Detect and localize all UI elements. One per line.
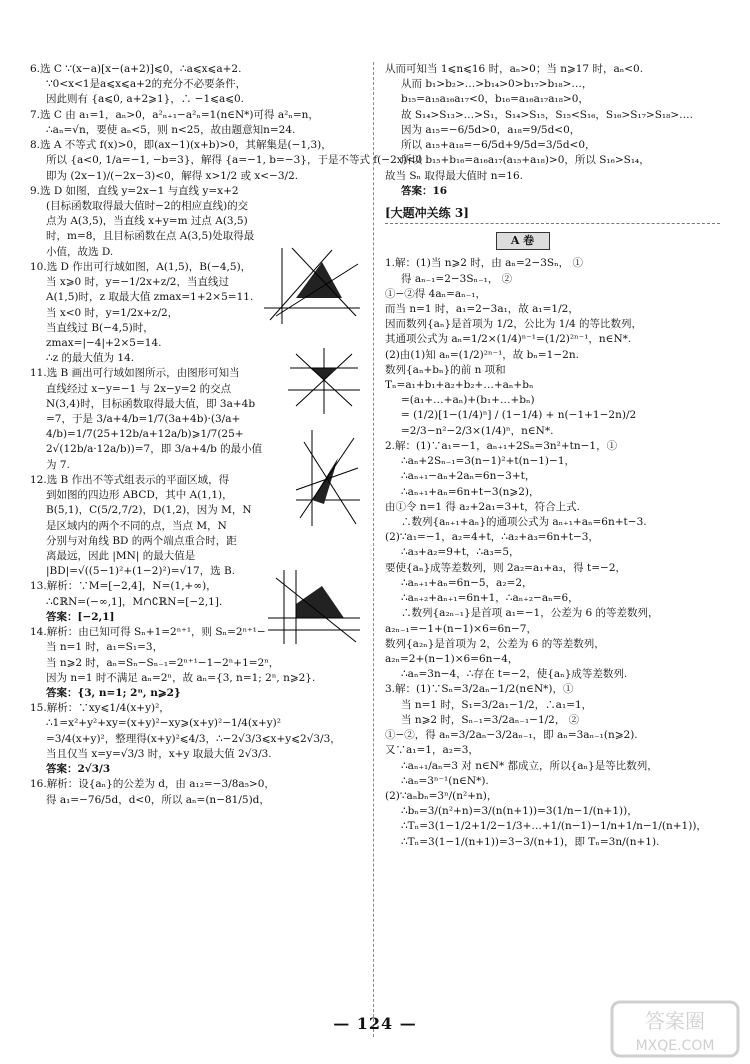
right-line: ∴Tₙ=3(1−1/2+1/2−1/3+…+1/(n−1)−1/n+1/n−1/(n+1))， <box>401 820 707 833</box>
right-line: ∴aₙ=3ⁿ⁻¹(n∈N*). <box>401 774 489 787</box>
left-line: =7，于是 3/a+4/b=1/7(3a+4b)·(3/a+ <box>46 413 241 426</box>
right-line: ∴aₙ+2Sₙ₋₁=3(n−1)²+t(n−1)−1， <box>401 455 575 468</box>
right-line: 而当 n=1 时，a₁=2−3a₁，故 a₁=1/2， <box>385 302 579 315</box>
right-line: =2/3−n²−2/3×(1/4)ⁿ，n∈N*. <box>401 424 554 437</box>
left-line: =3/4(x+y)²，整理得(x+y)²⩽4/3，∴−2√3/3⩽x+y⩽2√3/3， <box>46 732 341 745</box>
right-line: 从而 b₁>b₂>…>b₁₄>0>b₁₇>b₁₈>…， <box>401 78 593 91</box>
left-line: 13.解析：∵M=[−2,4]，N=(1,+∞)， <box>30 580 217 593</box>
left-line: |BD|=√((5−1)²+(1−2)²)=√17，选 B. <box>46 565 236 578</box>
right-line: 故当 Sₙ 取得最大值时 n=16. <box>385 169 524 182</box>
right-line: 又∵a₁=1，a₂=3， <box>385 744 479 757</box>
right-line: ∴a₃+a₂=9+t，∴a₃=5， <box>401 546 520 559</box>
left-line: 点为 A(3,5)，当直线 x+y=m 过点 A(3,5) <box>46 215 248 228</box>
left-line: ∴∁ℝN=(−∞,1]，M∩∁ℝN=[−2,1]. <box>46 595 223 608</box>
left-line: 当且仅当 x=y=√3/3 时，x+y 取最大值 2√3/3. <box>46 747 272 760</box>
left-line: 答案：{3, n=1; 2ⁿ, n⩾2} <box>46 686 181 699</box>
right-line: a₂ₙ=2+(n−1)×6=6n−4， <box>385 652 519 665</box>
left-line: 当 n⩾2 时，aₙ=Sₙ−Sₙ₋₁=2ⁿ⁺¹−1−2ⁿ+1=2ⁿ， <box>46 656 280 669</box>
graph-11-figure <box>294 428 362 528</box>
left-line: B(5,1)，C(5/2,7/2)，D(1,2)，因为 M，N <box>46 504 252 517</box>
left-line: 答案：2√3/3 <box>46 763 111 776</box>
right-line: 从而可知当 1⩽n⩽16 时，aₙ>0；当 n⩾17 时，aₙ<0. <box>385 63 644 75</box>
section-heading: [大题冲关练 3] <box>385 205 720 224</box>
left-line: 当 x⩾0 时，y=−1/2x+z/2，当直线过 <box>46 276 229 289</box>
left-line: ∵0<x<1是a⩽x⩽a+2的充分不必要条件， <box>46 78 247 91</box>
right-line: ①−②得 4aₙ=aₙ₋₁， <box>385 287 486 300</box>
right-line: ∴aₙ=3n−4，∴存在 t=−2，使{aₙ}成等差数列. <box>401 668 628 681</box>
watermark-logo <box>610 998 740 1060</box>
left-line: 6.选 C ∵(x−a)[x−(a+2)]⩽0，∴a⩽x⩽a+2. <box>30 63 242 75</box>
right-line: 当 n=1 时，S₁=3/2a₁−1/2，∴a₁=1， <box>401 698 593 711</box>
right-line: (2)∵a₁=−1，a₂=4+t，∴a₂+a₃=6n+t−3， <box>385 531 599 544</box>
right-line: ∴aₙ₊₁+aₙ=6n+t−3(n⩾2)， <box>401 485 540 498</box>
left-line: 7.选 C 由 a₁=1，aₙ>0，a²ₙ₊₁−a²ₙ=1(n∈N*)可得 a²ₙ=n， <box>30 108 319 121</box>
left-line: 直线经过 x−y=−1 与 2x−y=2 的交点 <box>46 382 232 395</box>
left-line: 2√(12b/a·12a/b))=7，即 3/a+4/b 的最小值 <box>46 443 263 456</box>
volume-badge: A 卷 <box>496 232 550 250</box>
left-line: 时，m=8，且目标函数在点 A(3,5)处取得最 <box>46 230 255 243</box>
left-line: 4/b)=1/7(25+12b/a+12a/b)⩾1/7(25+ <box>46 428 244 441</box>
left-line: ∴aₙ=√n，要使 aₙ<5，则 n<25，故由题意知n=24. <box>46 123 296 136</box>
right-line: ∴数列{a₂ₙ₋₁}是首项 a₁=−1，公差为 6 的等差数列， <box>401 607 659 620</box>
left-line: ∴1=x²+y²+xy=(x+y)²−xy⩾(x+y)²−1/4(x+y)² <box>46 717 281 730</box>
right-line: Tₙ=a₁+b₁+a₂+b₂+…+aₙ+bₙ <box>385 379 534 392</box>
right-line: ①−②，得 aₙ=3/2aₙ−3/2aₙ₋₁，即 aₙ=3aₙ₋₁(n⩾2). <box>385 729 638 742</box>
right-column <box>385 62 720 850</box>
svg-text:MXQE.COM: MXQE.COM <box>635 1038 715 1054</box>
right-line: 所以 b₁₅+b₁₆=a₁₆a₁₇(a₁₅+a₁₈)>0，所以 S₁₆>S₁₄， <box>401 154 650 167</box>
right-line: 其通项公式为 aₙ=1/2×(1/4)ⁿ⁻¹=(1/2)²ⁿ⁻¹，n∈N*. <box>385 333 632 346</box>
left-line: N(3,4)时，目标函数取得最大值，即 3a+4b <box>46 397 256 410</box>
left-line: 离最远，因此 |MN| 的最大值是 <box>46 550 196 562</box>
left-line: 当 n=1 时，a₁=S₁=3， <box>46 641 164 654</box>
right-line: ∴bₙ=3/(n²+n)=3/(n(n+1))=3(1/n−1/(n+1))， <box>401 805 638 818</box>
right-line: 答案：16 <box>401 184 448 197</box>
graph-10-figure <box>286 346 362 416</box>
left-line: zmax=|−4|+2×5=14. <box>46 336 162 349</box>
right-line: 3.解：(1)∵Sₙ=3/2aₙ−1/2(n∈N*)，① <box>385 683 574 696</box>
column-divider <box>373 62 374 1037</box>
left-line: 因此则有 {a⩽0, a+2⩾1}，∴ −1⩽a⩽0. <box>46 93 245 106</box>
right-line: ∴aₙ₊₂+aₙ₊₁=6n+1，∴aₙ₊₂−aₙ=6， <box>401 592 579 605</box>
left-line: 8.选 A 不等式 f(x)>0，即(ax−1)(x+b)>0，其解集是(−1,3)， <box>30 139 332 152</box>
right-line: (2)由(1)知 aₙ=(1/2)²ⁿ⁻¹，故 bₙ=1−2n. <box>385 348 579 361</box>
right-line: = (1/2)[1−(1/4)ⁿ] / (1−1/4) + n(−1+1−2n)/2 <box>401 409 637 422</box>
right-line: 因而数列{aₙ}是首项为 1/2，公比为 1/4 的等比数列， <box>385 318 642 331</box>
right-line: 得 aₙ₋₁=2−3Sₙ₋₁， ② <box>401 272 513 285</box>
page-number: — 124 — <box>333 1014 417 1033</box>
left-line: 所以 {a<0, 1/a=−1, −b=3}，解得 {a=−1, b=−3}，于是不等式 f(−2x)<0 <box>46 154 423 167</box>
left-line: 10.选 D 作出可行域如图，A(1,5)，B(−4,5)， <box>30 260 252 273</box>
graph-12-figure <box>266 568 362 646</box>
right-line: b₁₅=a₁₅a₁₆a₁₇<0，b₁₆=a₁₆a₁₇a₁₈>0， <box>401 93 589 106</box>
left-line: 11.选 B 画出可行域如图所示，由图形可知当 <box>30 367 240 380</box>
left-line: 是区域内的两个不同的点，当点 M，N <box>46 519 227 532</box>
right-line: 数列{a₂ₙ}是首项为 2，公差为 6 的等差数列， <box>385 637 605 650</box>
right-line: 所以 a₁₅+a₁₈=−6/5d+9/5d=3/5d<0， <box>401 139 596 152</box>
left-line: 当直线过 B(−4,5)时， <box>46 321 154 334</box>
left-line: 当 x<0 时，y=1/2x+z/2， <box>46 306 179 319</box>
left-line: 为 7. <box>46 458 70 471</box>
left-line: 因为 n=1 时不满足 aₙ=2ⁿ，故 aₙ={3, n=1; 2ⁿ, n⩾2}. <box>46 671 316 684</box>
left-line: 14.解析：由已知可得 Sₙ+1=2ⁿ⁺¹，则 Sₙ=2ⁿ⁺¹−1. <box>30 626 276 639</box>
right-line: (2)∵aₙbₙ=3ⁿ/(n²+n)， <box>385 789 498 802</box>
right-line: 由①令 n=1 得 a₂+2a₁=3+t，符合上式. <box>385 500 581 513</box>
left-line: ∴z 的最大值为 14. <box>46 352 135 365</box>
right-line: 2.解：(1)∵a₁=−1，aₙ₊₁+2Sₙ=3n²+tn−1，① <box>385 439 618 452</box>
graph-9-figure <box>262 246 362 326</box>
svg-text:答案圈: 答案圈 <box>645 1009 705 1033</box>
right-line: ∴aₙ₊₁−aₙ+2aₙ=6n−3+t， <box>401 470 536 483</box>
left-line: 分别与对角线 BD 的两个端点重合时，距 <box>46 534 237 547</box>
left-line: 到如图的四边形 ABCD，其中 A(1,1)， <box>46 489 233 502</box>
right-line: 当 n⩾2 时，Sₙ₋₁=3/2aₙ₋₁−1/2， ② <box>401 713 580 726</box>
right-line: 1.解：(1)当 n⩾2 时，由 aₙ=2−3Sₙ， ① <box>385 257 583 270</box>
left-line: 12.选 B 作出不等式组表示的平面区域，得 <box>30 473 230 486</box>
right-line: ∴Tₙ=3(1−1/(n+1))=3−3/(n+1)，即 Tₙ=3n/(n+1). <box>401 835 660 848</box>
left-line: (目标函数取得最大值时−2的相应直线)的交 <box>46 199 249 212</box>
right-line: ∴aₙ₊₁/aₙ=3 对 n∈N* 都成立，所以{aₙ}是等比数列， <box>401 759 658 772</box>
left-line: 小值，故选 D. <box>46 245 114 258</box>
left-line: 答案：[−2,1] <box>46 610 115 623</box>
right-line: ∴aₙ₊₁+aₙ=6n−5，a₂=2， <box>401 576 533 589</box>
right-line: ∴数列{aₙ₊₁+aₙ}的通项公式为 aₙ₊₁+aₙ=6n+t−3. <box>401 516 647 529</box>
right-line: 数列{aₙ+bₙ}的前 n 项和 <box>385 363 506 376</box>
left-line: 16.解析：设{aₙ}的公差为 d，由 a₁₂=−3/8a₅>0， <box>30 778 275 791</box>
right-line: a₂ₙ₋₁=−1+(n−1)×6=6n−7， <box>385 622 537 635</box>
right-line: =(a₁+…+aₙ)+(b₁+…+bₙ) <box>401 394 535 407</box>
right-line: 故 S₁₄>S₁₃>…>S₁，S₁₄>S₁₅，S₁₅<S₁₆，S₁₆>S₁₇>S₁₈>…. <box>401 108 693 121</box>
right-line: 要使{aₙ}成等差数列，则 2a₂=a₁+a₃，得 t=−2， <box>385 561 627 574</box>
left-line: 9.选 D 如图，直线 y=2x−1 与直线 y=x+2 <box>30 184 239 197</box>
right-line: 因为 a₁₅=−6/5d>0，a₁₈=9/5d<0， <box>401 123 581 136</box>
left-line: A(1,5)时，z 取最大值 zmax=1+2×5=11. <box>46 291 254 304</box>
left-line: 15.解析：∵xy⩽1/4(x+y)²， <box>30 702 170 715</box>
left-line: 得 a₁=−76/5d，d<0，所以 aₙ=(n−81/5)d， <box>46 793 270 806</box>
left-line: 即为 (2x−1)/(−2x−3)<0，解得 x>1/2 或 x<−3/2. <box>46 169 299 182</box>
